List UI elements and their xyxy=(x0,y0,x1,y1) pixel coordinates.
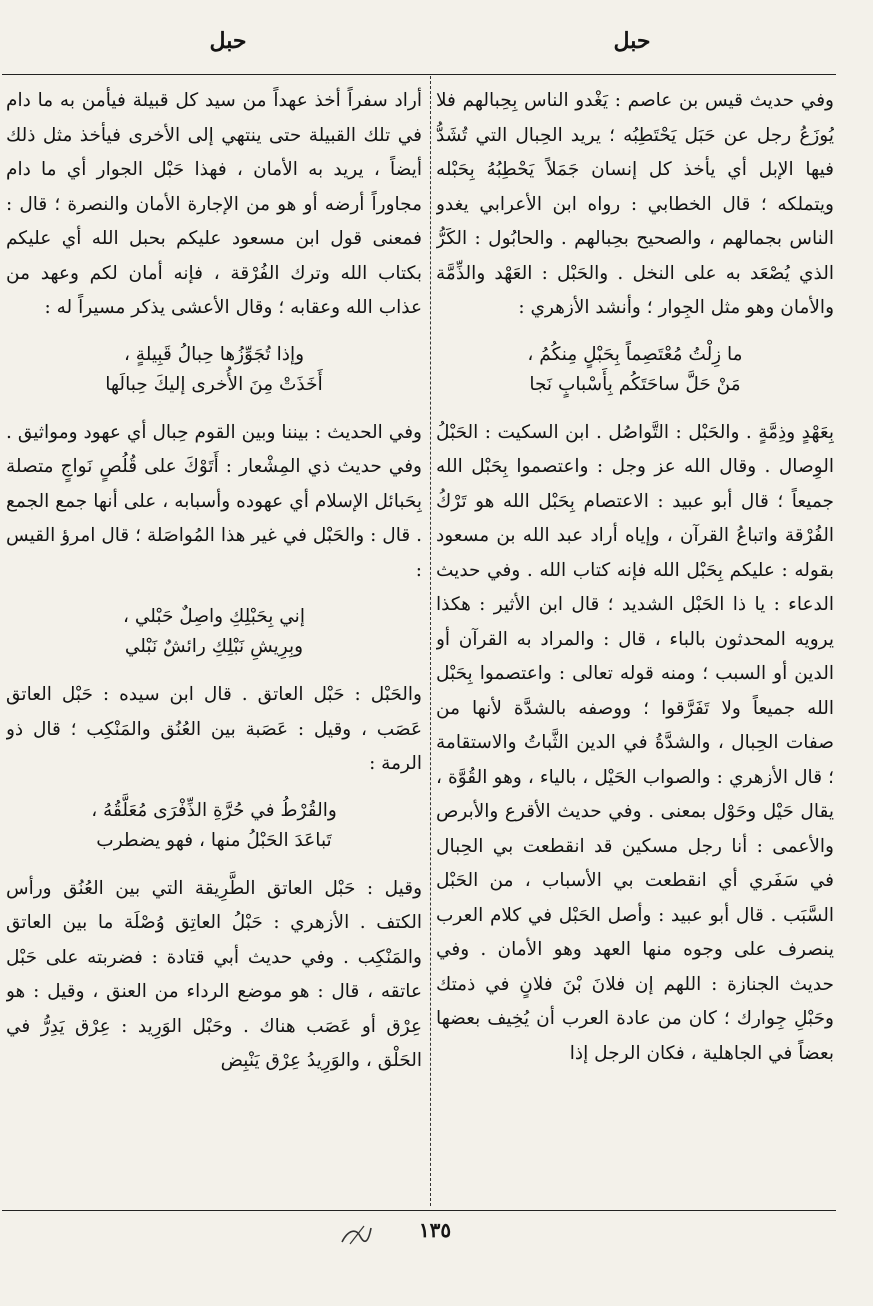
verse-hemistich-2: تَباعَدَ الحَبْلُ منها ، فهو يضطرب xyxy=(96,829,332,851)
right-column xyxy=(436,84,834,1204)
verse-hemistich-2: وبِرِيشِ نَبْلِكِ رائشٌ نَبْلي xyxy=(124,636,304,657)
verse-hemistich-2: أَخَذَتْ مِنَ الأُخرى إليكَ حِبالَها xyxy=(105,373,323,395)
running-header-right: حبل xyxy=(613,28,651,54)
verse-hemistich-1: والقُرْطُ في حُرَّةِ الذِّفْرَى مُعَلَّقُهُ ، xyxy=(91,799,337,821)
ornament-mark-icon xyxy=(338,1222,374,1248)
verse-hemistich-1: وإذا تُجَوِّزُها حِبالُ قَبِيلةٍ ، xyxy=(123,343,305,365)
running-header-left: حبل xyxy=(209,28,247,54)
verse-hemistich-1: إني بِحَبْلِكِ واصِلٌ حَبْلي ، xyxy=(123,606,305,627)
right-paragraph-1: وفي حديث قيس بن عاصم : يَغْدو الناس بِحِبالهم فلا يُوزَعُ رجل عن حَبَل يَحْتَطِبُه ؛ يريد الحِبال التي تُشَدُّ فيها الإبل أي يأخذ كل إنسان جَمَلاً يَحْطِبُهُ بِحَبْله ويتملكه ؛ قال الخطابي : رواه ابن الأعرابي يغدو الناس بجمالهم ، والصحيح بحِبالهم . والحابُول : الكَرُّ الذي يُصْعَد به على النخل . والحَبْل : العَهْد والذِّمَّة والأمان وهو مثل الجِوار ؛ وأنشد الأزهري : xyxy=(436,90,834,318)
left-verse-3 xyxy=(6,796,422,856)
right-verse-1 xyxy=(436,340,834,400)
header-rule xyxy=(2,74,836,75)
footer-rule xyxy=(2,1210,836,1211)
verse-hemistich-1: ما زِلْتُ مُعْتَصِماً بِحَبْلٍ مِنكُمُ ، xyxy=(527,343,743,365)
left-verse-1 xyxy=(6,340,422,400)
right-paragraph-2: بِعَهْدٍ وذِمَّةٍ . والحَبْل : التَّواصُل . ابن السكيت : الحَبْلُ الوِصال . وقال الله عز وجل : واعتصموا بِحَبْل الله جميعاً ؛ قال أبو عبيد : الاعتصام بِحَبْل الله هو تَرْكُ الفُرْقة واتباعُ القرآن ، وإياه أراد عبد الله بن مسعود بقوله : عليكم بِحَبْل الله فإنه كتاب الله . وفي حديث الدعاء : يا ذا الحَبْل الشديد ؛ قال ابن الأثير : هكذا يرويه المحدثون بالباء ، قال : والمراد به القرآن أو الدين أو السبب ؛ ومنه قوله تعالى : واعتصموا بِحَبْل الله جميعاً ولا تَفَرَّقوا ؛ ووصفه بالشدَّة لأنها من صفات الحِبال ، والشدَّةُ في الدين الثَّباتُ والاستقامة ؛ قال الأزهري : والصواب الحَيْل ، بالياء ، وهو القُوَّة ، يقال حَيْل وحَوْل بمعنى . وفي حديث الأقرع والأبرص والأعمى : أنا رجل مسكين قد انقطعت بي الحِبال في سَفَري أي انقطعت بي الأسباب ، من الحَبْل السَّبَب . قال أبو عبيد : وأصل الحَبْل في كلام العرب ينصرف على وجوه منها العهد وهو الأمان . وفي حديث الجنازة : اللهم إن فلانَ بْنَ فلانٍ في ذمتك وحَبْلِ جِوارك ؛ كان من عادة العرب أن يُخِيف بعضها بعضاً في الجاهلية ، فكان الرجل إذا xyxy=(436,421,834,1064)
left-paragraph-4: وقيل : حَبْل العاتق الطَّرِيقة التي بين العُنُق ورأس الكتف . الأزهري : حَبْلُ العاتِق وُصْلَة ما بين العاتق والمَنْكِب . وفي حديث أبي قتادة : فضربته على حَبْل عاتقه ، قال : هو موضع الرداء من العنق ، وقيل : هو عِرْق أو عَصَب هناك . وحَبْل الوَرِيد : عِرْق يَدِرُّ في الحَلْق ، والوَرِيدُ عِرْق يَنْبِض xyxy=(6,877,422,1071)
verse-hemistich-2: مَنْ حَلَّ ساحَتَكُم بِأَسْبابٍ نَجا xyxy=(529,373,741,395)
column-divider xyxy=(430,76,431,1206)
left-verse-2 xyxy=(6,602,422,662)
left-paragraph-1: أراد سفراً أخذ عهداً من سيد كل قبيلة فيأمن به ما دام في تلك القبيلة حتى ينتهي إلى الأخرى فيأخذ مثل ذلك أيضاً ، يريد به الأمان ، فهذا حَبْل الجوار أي ما دام مجاوراً أرضه أو هو من الإجارة الأمان والنصرة ؛ قال : فمعنى قول ابن مسعود عليكم بحبل الله أي عليكم بكتاب الله وترك الفُرْقة ، فإنه أمان لكم وعهد من عذاب الله وعقابه ؛ وقال الأعشى يذكر مسيراً له : xyxy=(6,90,422,318)
left-column xyxy=(6,84,422,1204)
left-paragraph-3: والحَبْل : حَبْل العاتق . قال ابن سيده : حَبْل العاتق عَصَب ، وقيل : عَصَبة بين العُنُق والمَنْكِب ؛ قال ذو الرمة : xyxy=(6,684,422,774)
page-number: ١٣٥ xyxy=(418,1218,452,1242)
left-paragraph-2: وفي الحديث : بيننا وبين القوم حِبال أي عهود ومواثيق . وفي حديث ذي المِشْعار : أَتَوْكَ على قُلُصٍ نَواجٍ متصلة بِحَبائل الإسلام أي عهوده وأسبابه ، على أنها جمع الجمع . قال : والحَبْل في غير هذا المُواصَلة ؛ قال امرؤ القيس : xyxy=(6,421,422,581)
